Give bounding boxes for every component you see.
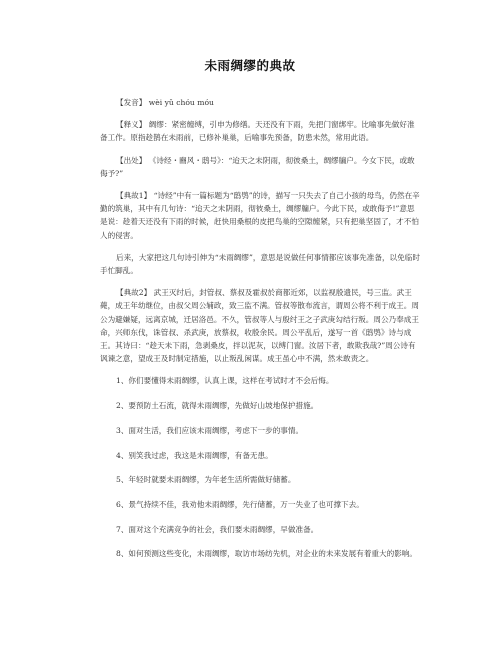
paragraph-text: 8、如何预测这些变化，未雨绸缪，取访市场纺先机，对企业的未来发展有着重大的影响。: [116, 549, 417, 559]
example-sentence: [100, 523, 422, 536]
section-tag: 【发音】: [116, 98, 147, 107]
example-sentence: [100, 473, 422, 486]
paragraph-text: 5、年轻时就要未雨绸缪，为年老生活所需做好储蓄。: [116, 475, 296, 485]
paragraph-story-2: [100, 286, 422, 365]
example-sentence: [100, 424, 422, 437]
example-sentence: [100, 547, 422, 560]
paragraph-text: wèi yǔ chóu móu: [146, 98, 214, 107]
example-sentence: [100, 399, 422, 412]
section-tag: 【出处】: [116, 155, 147, 165]
document-body: [100, 96, 422, 572]
paragraph-story-1-note: [100, 251, 422, 277]
paragraph-text: “诗经”中有一篇标题为“鸱鸮”的诗，描写一只失去了自己小孩的母鸟，仍然在辛勤的筑巢，其中有几句诗：“迨天之未阴雨，彻彼桑土，绸缪牖户。今此下民，或敢侮予!”意思是说：趁着天还没有下雨的时候，赶快用桑根的皮把鸟巢的空隙缠紧，只有把巢坚固了，才不怕人的侵害。: [100, 191, 420, 240]
example-sentence: [100, 374, 422, 387]
paragraph-text: 3、面对生活，我们应该未雨绸缪，考虑下一步的事情。: [116, 425, 304, 435]
section-tag: 【典故1】: [116, 191, 152, 201]
paragraph-text: 武王灭纣后，封管叔、蔡叔及霍叔於商都近郊，以监视殷遗民，号三监。武王薨，成王年幼继位，由叔父周公辅政，致三监不满。管叔等散布流言，谓周公将不利于成王。周公为避嫌疑，远离京城，迁居洛邑。不久，管叔等人与殷纣王之子武庚勾结行叛。周公乃奉成王命，兴师东伐，诛管叔、杀武庚，放蔡叔，收殷余民。周公平乱后，遂写一首《鸱鸮》诗与成王。其诗曰：“趁天未下雨，急剥桑皮，拌以泥灰，以缚门窗。汝居下者，敢欺我哉?”周公诗有讽谏之意，望成王及时制定措施，以止叛乱闲谋。成王虽心中不满，然未敢责之。: [100, 288, 419, 364]
paragraph-text: 1、你们要懂得未雨绸缪，认真上课，这样在考试时才不会后悔。: [116, 376, 334, 386]
paragraph-source: [100, 154, 422, 180]
paragraph-text: 后来，大家把这几句诗引伸为“未雨绸缪”，意思是说做任何事情都应该事先准备，以免临时手忙脚乱。: [100, 252, 420, 276]
page-title: 未雨绸缪的典故: [204, 58, 296, 73]
section-tag: 【典故2】: [116, 288, 152, 298]
section-tag: 【释义】: [116, 120, 147, 130]
paragraph-text: 2、要预防土石流，就得未雨绸缪，先做好山坡地保护措施。: [116, 401, 319, 411]
paragraph-text: 绸缪：紧密缠缚，引申为修缮。天还没有下雨，先把门窗绑牢。比喻事先做好准备工作。原指趁鹊在未雨前，已修补巢巢，后喻事先预备，防患未然，常用此语。: [100, 120, 415, 143]
paragraph-text: 7、面对这个充满竞争的社会，我们要未雨绸缪，早做准备。: [116, 524, 319, 534]
paragraph-definition: [100, 118, 422, 144]
example-sentence: [100, 498, 422, 511]
paragraph-text: 《诗经・豳风・鸱号》：“迨天之未阴雨，彻彼桑土，绸缪牖户。今女下民，或敢侮予?”: [100, 155, 415, 178]
paragraph-pronunciation: [100, 96, 422, 109]
paragraph-story-1: [100, 189, 422, 242]
paragraph-text: 6、景气持续不佳，我劝他未雨绸缪，先行储蓄，万一失业了也可撑下去。: [116, 499, 364, 509]
example-sentence: [100, 449, 422, 462]
paragraph-text: 4、别笑我过虑，我这是未雨绸缪，有备无患。: [116, 450, 273, 460]
